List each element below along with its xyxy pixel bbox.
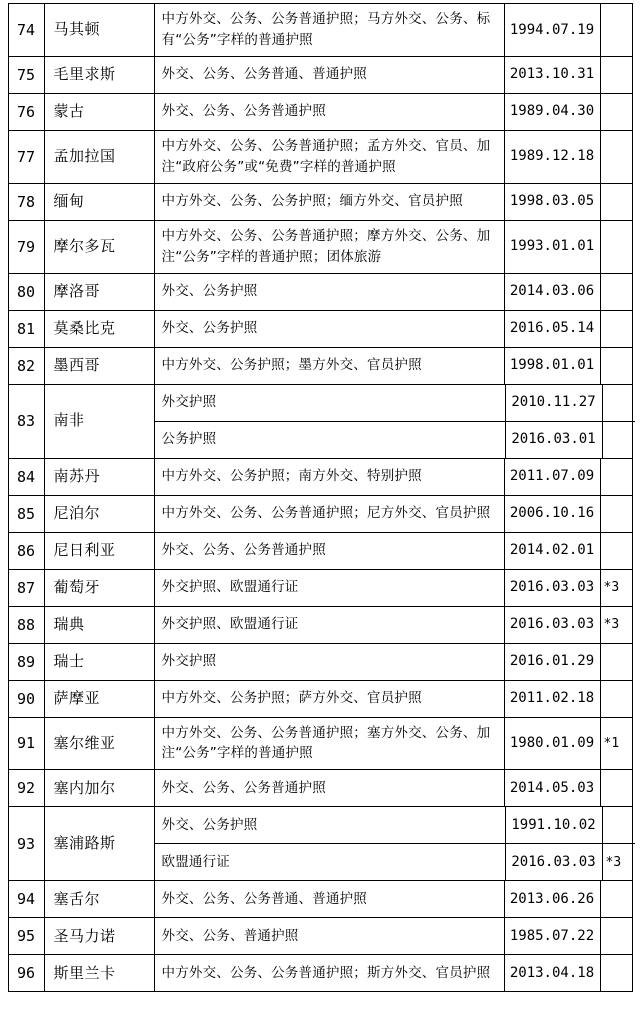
cell-passport-types (154, 347, 504, 384)
table-row (8, 347, 632, 384)
table-row (8, 881, 632, 918)
effective-date-text: 2011.07.09 (509, 468, 595, 485)
cell-index (8, 310, 44, 347)
cell-passport-types (155, 807, 506, 844)
passport-types-text: 中方外交、公务、公务普通护照；斯方外交、官员护照 (161, 964, 491, 981)
cell-effective-date (504, 347, 600, 384)
country-name-text: 斯里兰卡 (53, 963, 116, 982)
table-row (8, 680, 632, 717)
remark-text (601, 459, 632, 495)
passport-types-text: 外交、公务护照 (161, 816, 258, 833)
table-body (8, 4, 632, 992)
cell-country (44, 881, 154, 918)
country-name-text: 尼日利亚 (53, 540, 116, 559)
cell-passport-types (154, 273, 504, 310)
table-row (8, 569, 632, 606)
passport-types-text: 外交、公务、普通护照 (161, 927, 299, 944)
cell-passport-types (154, 881, 504, 918)
cell-effective-date (505, 807, 602, 844)
cell-remark (602, 844, 635, 881)
cell-index (8, 606, 44, 643)
cell-remark (600, 532, 632, 569)
country-name-text: 毛里求斯 (53, 65, 116, 84)
country-name-text: 摩尔多瓦 (53, 236, 116, 255)
cell-index (8, 881, 44, 918)
cell-split-group (154, 807, 632, 881)
cell-passport-types (154, 458, 504, 495)
table-subrow (155, 844, 635, 881)
row-index-text: 91 (16, 734, 36, 753)
remark-text (601, 955, 632, 991)
cell-effective-date (504, 680, 600, 717)
effective-date-text: 1998.03.05 (509, 193, 595, 210)
cell-index (8, 183, 44, 220)
cell-effective-date (504, 918, 600, 955)
table-row (8, 458, 632, 495)
cell-effective-date (504, 273, 600, 310)
effective-date-text: 1989.12.18 (509, 148, 595, 165)
table-row (8, 770, 632, 807)
country-name-text: 南苏丹 (53, 466, 101, 485)
passport-types-text: 欧盟通行证 (161, 853, 230, 870)
remark-text (603, 807, 635, 843)
cell-remark (600, 4, 632, 57)
passport-types-text: 外交、公务护照 (161, 320, 258, 337)
passport-types-text: 外交护照 (161, 394, 217, 411)
cell-effective-date (504, 183, 600, 220)
passport-types-text: 中方外交、公务护照；南方外交、特别护照 (161, 468, 422, 485)
cell-index (8, 495, 44, 532)
country-name-text: 瑞典 (53, 614, 85, 633)
cell-effective-date (504, 220, 600, 273)
row-index-text: 86 (16, 541, 36, 560)
cell-passport-types (154, 643, 504, 680)
cell-index (8, 273, 44, 310)
cell-remark (600, 918, 632, 955)
country-name-text: 莫桑比克 (53, 318, 116, 337)
cell-remark (602, 421, 635, 458)
passport-types-text: 中方外交、公务、公务普通护照；尼方外交、官员护照 (161, 505, 491, 522)
cell-country (44, 130, 154, 183)
cell-remark (600, 717, 632, 770)
cell-effective-date (505, 421, 602, 458)
visa-exemption-table (8, 3, 633, 992)
cell-remark (600, 955, 632, 992)
cell-effective-date (504, 770, 600, 807)
remark-text (603, 385, 635, 421)
table-row (8, 273, 632, 310)
cell-country (44, 273, 154, 310)
cell-effective-date (504, 881, 600, 918)
row-index-text: 81 (16, 319, 36, 338)
remark-text (601, 139, 632, 175)
table-row (8, 955, 632, 992)
cell-country (44, 93, 154, 130)
cell-country (44, 495, 154, 532)
cell-effective-date (505, 844, 602, 881)
passport-types-text: 外交、公务、公务普通护照 (161, 779, 326, 796)
cell-index (8, 717, 44, 770)
cell-index (8, 680, 44, 717)
country-name-text: 塞内加尔 (53, 778, 116, 797)
cell-remark (602, 807, 635, 844)
row-index-text: 82 (16, 356, 36, 375)
table-row (8, 918, 632, 955)
cell-remark (600, 310, 632, 347)
row-index-text: 96 (16, 964, 36, 983)
effective-date-text: 1985.07.22 (509, 927, 595, 944)
country-name-text: 墨西哥 (53, 355, 101, 374)
effective-date-text: 2013.04.18 (509, 964, 595, 981)
country-name-text: 塞尔维亚 (53, 733, 116, 752)
remark-text (601, 533, 632, 569)
cell-remark (600, 881, 632, 918)
cell-index (8, 770, 44, 807)
cell-passport-types (154, 495, 504, 532)
remark-text (601, 496, 632, 532)
cell-country (44, 569, 154, 606)
country-name-text: 摩洛哥 (53, 281, 101, 300)
cell-country (44, 680, 154, 717)
passport-types-text: 中方外交、公务、公务普通护照；摩方外交、公务、加注“公务”字样的普通护照；团体旅游 (161, 227, 491, 265)
country-name-text: 尼泊尔 (53, 503, 101, 522)
cell-remark (600, 770, 632, 807)
cell-country (44, 183, 154, 220)
cell-country (44, 807, 154, 881)
cell-passport-types (154, 532, 504, 569)
table-row (8, 384, 632, 458)
passport-types-text: 公务护照 (161, 431, 217, 448)
row-index-text: 79 (16, 237, 36, 256)
cell-effective-date (504, 955, 600, 992)
table-row (8, 93, 632, 130)
passport-types-text: 中方外交、公务、公务普通护照；马方外交、公务、标有“公务”字样的普通护照 (161, 11, 491, 48)
cell-remark (600, 495, 632, 532)
remark-text (601, 918, 632, 954)
effective-date-text: 1994.07.19 (509, 21, 595, 38)
cell-passport-types (154, 606, 504, 643)
remark-text (601, 274, 632, 310)
row-index-text: 75 (16, 65, 36, 84)
document-page (0, 3, 640, 992)
country-name-text: 孟加拉国 (53, 147, 116, 166)
cell-passport-types (154, 569, 504, 606)
remark-text (601, 57, 632, 93)
table-row (8, 807, 632, 881)
cell-country (44, 770, 154, 807)
effective-date-text: 1991.10.02 (511, 816, 596, 833)
table-subrow (155, 807, 635, 844)
cell-index (8, 93, 44, 130)
remark-text (601, 644, 632, 680)
passport-types-text: 外交护照、欧盟通行证 (161, 616, 299, 633)
cell-passport-types (155, 385, 506, 422)
table-row (8, 4, 632, 57)
remark-text: *3 (603, 579, 620, 595)
cell-effective-date (504, 569, 600, 606)
cell-country (44, 955, 154, 992)
table-row (8, 495, 632, 532)
remark-text (601, 770, 632, 806)
remark-text (601, 184, 632, 220)
row-index-text: 85 (16, 504, 36, 523)
cell-remark (600, 569, 632, 606)
cell-index (8, 220, 44, 273)
effective-date-text: 1998.01.01 (509, 357, 595, 374)
cell-passport-types (155, 844, 506, 881)
cell-passport-types (155, 421, 506, 458)
effective-date-text: 2014.02.01 (509, 542, 595, 559)
remark-text (601, 12, 632, 48)
remark-text (601, 881, 632, 917)
cell-index (8, 643, 44, 680)
cell-passport-types (154, 955, 504, 992)
remark-text: *3 (603, 616, 620, 632)
country-name-text: 缅甸 (53, 191, 85, 210)
effective-date-text: 2016.05.14 (509, 320, 595, 337)
table-row (8, 56, 632, 93)
cell-country (44, 717, 154, 770)
cell-remark (600, 130, 632, 183)
cell-effective-date (504, 606, 600, 643)
cell-effective-date (504, 532, 600, 569)
cell-remark (600, 347, 632, 384)
effective-date-text: 2013.10.31 (509, 66, 595, 83)
row-index-text: 94 (16, 890, 36, 909)
cell-remark (600, 680, 632, 717)
row-index-text: 84 (16, 467, 36, 486)
cell-effective-date (504, 56, 600, 93)
passport-types-text: 中方外交、公务护照；萨方外交、官员护照 (161, 690, 422, 707)
cell-country (44, 458, 154, 495)
cell-index (8, 56, 44, 93)
cell-effective-date (504, 495, 600, 532)
effective-date-text: 2011.02.18 (509, 690, 595, 707)
row-index-text: 89 (16, 652, 36, 671)
cell-effective-date (504, 4, 600, 57)
passport-types-text: 外交、公务护照 (161, 283, 258, 300)
cell-index (8, 918, 44, 955)
effective-date-text: 2016.03.03 (509, 579, 595, 596)
cell-remark (600, 606, 632, 643)
cell-passport-types (154, 680, 504, 717)
remark-text (603, 422, 635, 458)
effective-date-text: 1989.04.30 (509, 103, 595, 120)
cell-effective-date (504, 130, 600, 183)
passport-types-text: 外交、公务、公务普通护照 (161, 103, 326, 120)
passport-types-text: 中方外交、公务护照；墨方外交、官员护照 (161, 357, 422, 374)
remark-text (601, 311, 632, 347)
cell-passport-types (154, 220, 504, 273)
remark-text (601, 348, 632, 384)
cell-country (44, 220, 154, 273)
cell-country (44, 384, 154, 458)
row-index-text: 90 (16, 689, 36, 708)
table-row (8, 532, 632, 569)
remark-text: *1 (603, 735, 620, 751)
remark-text (601, 229, 632, 265)
effective-date-text: 2006.10.16 (509, 505, 595, 522)
cell-index (8, 130, 44, 183)
passport-types-text: 外交护照、欧盟通行证 (161, 579, 299, 596)
row-index-text: 74 (16, 20, 36, 39)
cell-country (44, 918, 154, 955)
passport-types-text: 中方外交、公务、公务护照；缅方外交、官员护照 (161, 193, 463, 210)
cell-passport-types (154, 183, 504, 220)
row-index-text: 95 (16, 927, 36, 946)
cell-index (8, 4, 44, 57)
cell-effective-date (504, 93, 600, 130)
country-name-text: 瑞士 (53, 651, 85, 670)
cell-index (8, 347, 44, 384)
cell-passport-types (154, 4, 504, 57)
row-index-text: 76 (16, 102, 36, 121)
table-row (8, 130, 632, 183)
cell-remark (600, 220, 632, 273)
table-subrow (155, 385, 635, 422)
cell-effective-date (504, 643, 600, 680)
country-name-text: 南非 (53, 411, 85, 430)
row-index-text: 87 (16, 578, 36, 597)
row-index-text: 80 (16, 282, 36, 301)
cell-country (44, 310, 154, 347)
cell-country (44, 606, 154, 643)
cell-passport-types (154, 130, 504, 183)
cell-passport-types (154, 770, 504, 807)
row-index-text: 88 (16, 615, 36, 634)
row-index-text: 77 (16, 147, 36, 166)
passport-types-text: 外交、公务、公务普通、普通护照 (161, 890, 367, 907)
effective-date-text: 2016.03.03 (511, 853, 596, 870)
cell-remark (600, 93, 632, 130)
country-name-text: 葡萄牙 (53, 577, 101, 596)
table-row (8, 310, 632, 347)
passport-types-text: 外交护照 (161, 653, 217, 670)
cell-effective-date (504, 717, 600, 770)
cell-index (8, 458, 44, 495)
country-name-text: 塞浦路斯 (53, 834, 116, 853)
cell-passport-types (154, 918, 504, 955)
effective-date-text: 2016.03.03 (509, 616, 595, 633)
country-name-text: 马其顿 (53, 20, 101, 39)
row-index-text: 83 (16, 412, 36, 431)
cell-remark (600, 56, 632, 93)
cell-effective-date (505, 385, 602, 422)
cell-country (44, 347, 154, 384)
cell-split-group (154, 384, 632, 458)
cell-remark (602, 385, 635, 422)
passport-types-text: 中方外交、公务、公务普通护照；塞方外交、公务、加注“公务”字样的普通护照 (161, 724, 491, 762)
cell-effective-date (504, 310, 600, 347)
cell-passport-types (154, 717, 504, 770)
cell-country (44, 643, 154, 680)
cell-country (44, 4, 154, 57)
cell-remark (600, 183, 632, 220)
cell-country (44, 56, 154, 93)
country-name-text: 蒙古 (53, 102, 85, 121)
cell-index (8, 807, 44, 881)
country-name-text: 萨摩亚 (53, 688, 101, 707)
cell-index (8, 569, 44, 606)
table-subrow (155, 421, 635, 458)
effective-date-text: 2013.06.26 (509, 890, 595, 907)
effective-date-text: 2014.03.06 (509, 283, 595, 300)
cell-remark (600, 643, 632, 680)
passport-types-text: 中方外交、公务、公务普通护照；孟方外交、官员、加注“政府公务”或“免费”字样的普通护照 (161, 137, 491, 175)
effective-date-text: 2010.11.27 (511, 394, 596, 411)
effective-date-text: 2016.01.29 (509, 653, 595, 670)
country-name-text: 塞舌尔 (53, 889, 101, 908)
table-row (8, 717, 632, 770)
row-index-text: 92 (16, 779, 36, 798)
remark-text: *3 (605, 854, 622, 870)
row-index-text: 78 (16, 192, 36, 211)
effective-date-text: 2014.05.03 (509, 779, 595, 796)
cell-index (8, 955, 44, 992)
table-row (8, 220, 632, 273)
table-row (8, 183, 632, 220)
cell-passport-types (154, 56, 504, 93)
cell-remark (600, 273, 632, 310)
effective-date-text: 2016.03.01 (511, 431, 596, 448)
table-row (8, 606, 632, 643)
table-row (8, 643, 632, 680)
cell-country (44, 532, 154, 569)
cell-effective-date (504, 458, 600, 495)
passport-types-text: 外交、公务、公务普通、普通护照 (161, 66, 367, 83)
passport-types-text: 外交、公务、公务普通护照 (161, 542, 326, 559)
remark-text (601, 94, 632, 130)
cell-remark (600, 458, 632, 495)
effective-date-text: 1993.01.01 (509, 238, 595, 255)
cell-index (8, 384, 44, 458)
effective-date-text: 1980.01.09 (509, 735, 595, 752)
row-index-text: 93 (16, 834, 36, 853)
cell-passport-types (154, 310, 504, 347)
remark-text (601, 681, 632, 717)
cell-passport-types (154, 93, 504, 130)
cell-index (8, 532, 44, 569)
country-name-text: 圣马力诺 (53, 926, 116, 945)
